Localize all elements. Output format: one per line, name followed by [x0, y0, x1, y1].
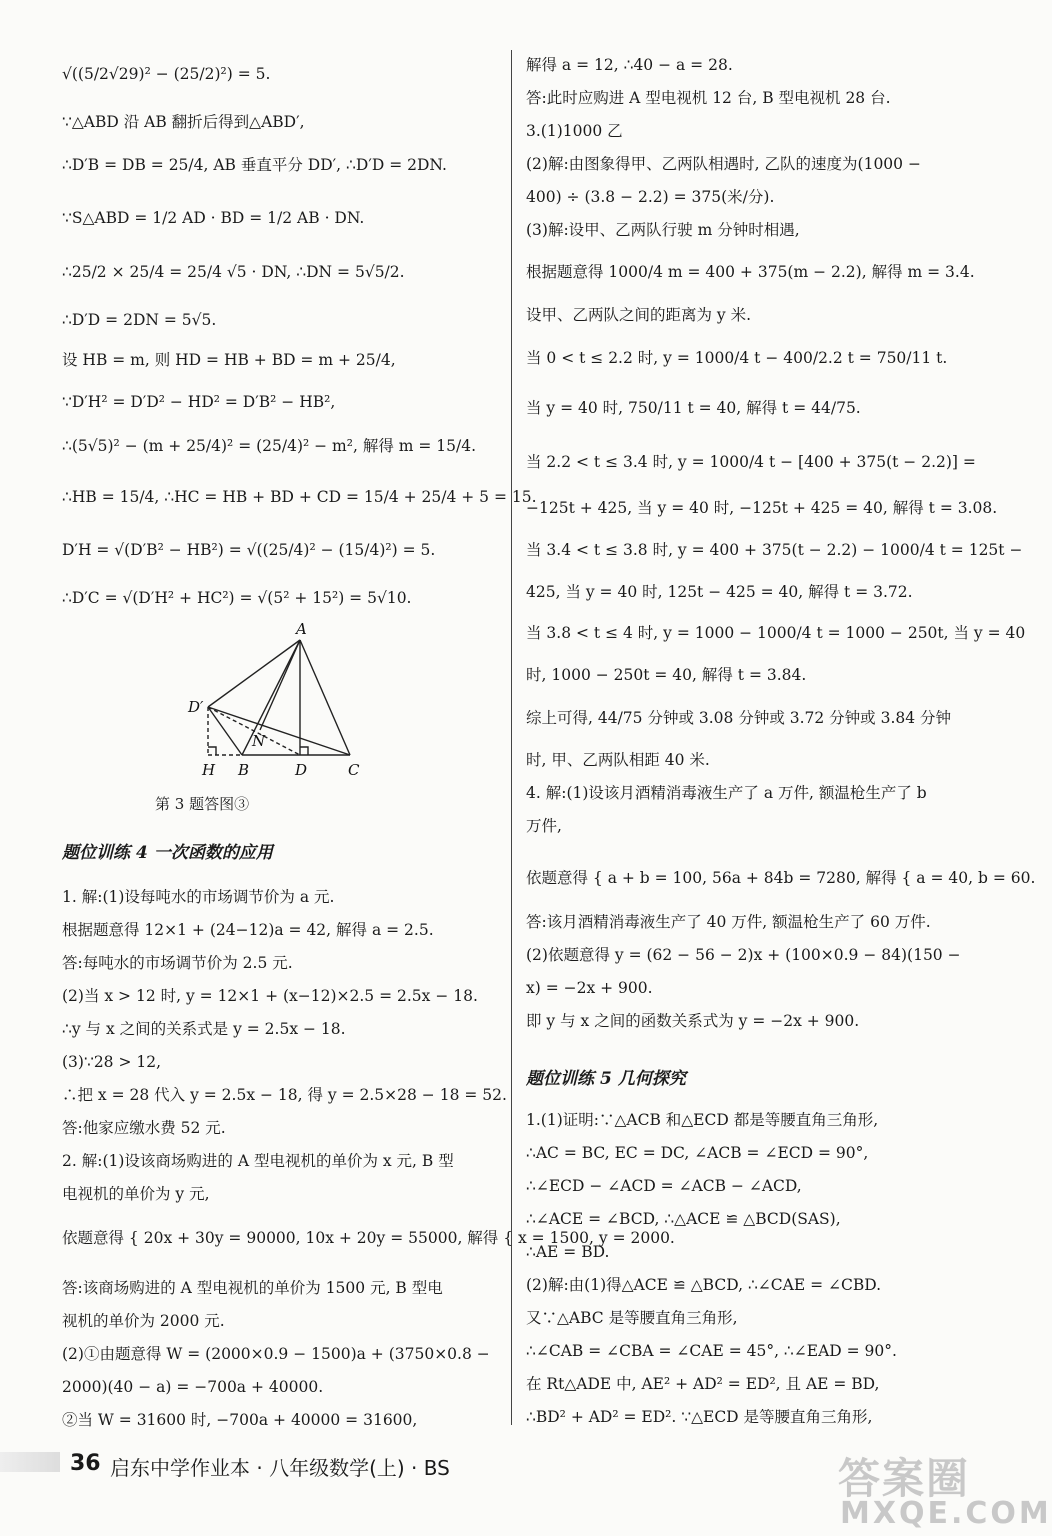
left_lines-line: ∵△ABD 沿 AB 翻折后得到△ABD′, — [62, 113, 305, 131]
footer-title: 启东中学作业本 · 八年级数学(上) · BS — [110, 1456, 450, 1480]
left_lines2-line: (2)①由题意得 W = (2000×0.9 − 1500)a + (3750×0.8 − — [62, 1345, 490, 1363]
right_lines-line: 时, 1000 − 250t = 40, 解得 t = 3.84. — [526, 666, 807, 684]
right_lines2-line: ∴AC = BC, EC = DC, ∠ACB = ∠ECD = 90°, — [526, 1144, 869, 1162]
left_lines2-line: 1. 解:(1)设每吨水的市场调节价为 a 元. — [62, 888, 335, 906]
left_lines-line: ∵D′H² = D′D² − HD² = D′B² − HB², — [62, 393, 336, 411]
section-number: 4 — [136, 843, 148, 863]
right_lines2-line: 1.(1)证明:∵△ACB 和△ECD 都是等腰直角三角形, — [526, 1111, 879, 1129]
right_lines-line: 依题意得 { a + b = 100, 56a + 84b = 7280, 解得 { a = 40, b = 60. — [526, 869, 1036, 887]
left_lines-line: ∴25/2 × 25/4 = 25/4 √5 · DN, ∴DN = 5√5/2. — [62, 263, 405, 281]
left_lines2-line: ②当 W = 31600 时, −700a + 40000 = 31600, — [62, 1411, 418, 1429]
right_lines-line: 答:此时应购进 A 型电视机 12 台, B 型电视机 28 台. — [526, 89, 891, 107]
right_lines-line: −125t + 425, 当 y = 40 时, −125t + 425 = 40, 解得 t = 3.08. — [526, 499, 998, 517]
section-label: 题位训练 — [62, 843, 130, 863]
left_lines2-line: ∴y 与 x 之间的关系式是 y = 2.5x − 18. — [62, 1020, 346, 1038]
right_lines-line: x) = −2x + 900. — [526, 979, 653, 997]
right_lines-line: 当 3.4 < t ≤ 3.8 时, y = 400 + 375(t − 2.2) − 1000/4 t = 125t − — [526, 541, 1023, 559]
right_lines-line: 综上可得, 44/75 分钟或 3.08 分钟或 3.72 分钟或 3.84 分钟 — [526, 709, 952, 727]
right_lines-line: 万件, — [526, 817, 562, 835]
right_lines-line: (2)解:由图象得甲、乙两队相遇时, 乙队的速度为(1000 − — [526, 155, 921, 173]
right-angle-D — [300, 747, 308, 755]
left_lines-line: ∴D′D = 2DN = 5√5. — [62, 311, 217, 329]
watermark-url: MXQE.COM — [840, 1496, 1052, 1531]
left_lines2-line: 答:该商场购进的 A 型电视机的单价为 1500 元, B 型电 — [62, 1279, 443, 1297]
page-number: 36 — [70, 1451, 101, 1476]
label-C: C — [348, 761, 360, 779]
figure-caption: 第 3 题答图③ — [155, 795, 250, 813]
right_lines-line: 时, 甲、乙两队相距 40 米. — [526, 751, 710, 769]
right_lines-line: 当 0 < t ≤ 2.2 时, y = 1000/4 t − 400/2.2 t = 750/11 t. — [526, 349, 948, 367]
right_lines2-line: ∴AE = BD. — [526, 1243, 610, 1261]
left_lines2-line: 答:每吨水的市场调节价为 2.5 元. — [62, 954, 293, 972]
left_lines2-line: 电视机的单价为 y 元, — [62, 1185, 210, 1203]
section-title: 几何探究 — [617, 1069, 686, 1089]
label-H: H — [202, 761, 216, 779]
section-title: 一次函数的应用 — [153, 843, 273, 863]
right-angle-H — [208, 747, 216, 755]
segment-AB — [242, 640, 300, 755]
left_lines-line: ∴(5√5)² − (m + 25/4)² = (25/4)² − m², 解得 m = 15/4. — [62, 437, 477, 455]
right_lines2-line: ∴∠ACE = ∠BCD, ∴△ACE ≌ △BCD(SAS), — [526, 1210, 841, 1228]
right_lines-line: 425, 当 y = 40 时, 125t − 425 = 40, 解得 t = 3.72. — [526, 583, 913, 601]
label-N: N — [252, 732, 266, 750]
right_lines-line: 即 y 与 x 之间的函数关系式为 y = −2x + 900. — [526, 1012, 860, 1030]
section-number: 5 — [600, 1069, 612, 1089]
right_lines2-line: (2)解:由(1)得△ACE ≌ △BCD, ∴∠CAE = ∠CBD. — [526, 1276, 882, 1294]
right_lines-line: (3)解:设甲、乙两队行驶 m 分钟时相遇, — [526, 221, 800, 239]
right_lines-line: 当 2.2 < t ≤ 3.4 时, y = 1000/4 t − [400 + 375(t − 2.2)] = — [526, 453, 976, 471]
segment-AD-prime — [208, 640, 300, 707]
segment-D-prime-B — [208, 707, 242, 755]
left_lines2-line: 依题意得 { 20x + 30y = 90000, 10x + 20y = 55000, 解得 { x = 1500, y = 2000. — [62, 1229, 675, 1247]
watermark-logo: 答案圈 — [838, 1454, 971, 1503]
footer-bar — [0, 1452, 60, 1472]
left_lines-line: ∴HB = 15/4, ∴HC = HB + BD + CD = 15/4 + 25/4 + 5 = 15. — [62, 488, 537, 506]
right_lines-line: 答:该月酒精消毒液生产了 40 万件, 额温枪生产了 60 万件. — [526, 913, 931, 931]
left_lines-line: 设 HB = m, 则 HD = HB + BD = m + 25/4, — [62, 351, 396, 369]
right_lines-line: 4. 解:(1)设该月酒精消毒液生产了 a 万件, 额温枪生产了 b — [526, 784, 927, 802]
left_lines2-line: ∴把 x = 28 代入 y = 2.5x − 18, 得 y = 2.5×28 − 18 = 52. — [62, 1086, 507, 1104]
left_lines2-line: 答:他家应缴水费 52 元. — [62, 1119, 226, 1137]
section-heading-4 — [62, 838, 273, 863]
left_lines-line: D′H = √(D′B² − HB²) = √((25/4)² − (15/4)²) = 5. — [62, 541, 436, 559]
left_lines2-line: (2)当 x > 12 时, y = 12×1 + (x−12)×2.5 = 2.5x − 18. — [62, 987, 478, 1005]
label-D: D — [295, 761, 308, 779]
left_lines2-line: (3)∵28 > 12, — [62, 1053, 162, 1071]
label-D-prime: D′ — [188, 698, 204, 716]
left_lines-line: ∵S△ABD = 1/2 AD · BD = 1/2 AB · DN. — [62, 209, 365, 227]
label-A: A — [296, 620, 307, 638]
right_lines-line: 根据题意得 1000/4 m = 400 + 375(m − 2.2), 解得 m = 3.4. — [526, 263, 975, 281]
section-heading-5 — [526, 1064, 686, 1089]
left_lines-line: ∴D′B = DB = 25/4, AB 垂直平分 DD′, ∴D′D = 2DN. — [62, 156, 447, 174]
right_lines2-line: 又∵△ABC 是等腰直角三角形, — [526, 1309, 738, 1327]
right_lines2-line: ∴BD² + AD² = ED². ∵△ECD 是等腰直角三角形, — [526, 1408, 873, 1426]
right_lines2-line: ∴∠ECD − ∠ACD = ∠ACB − ∠ACD, — [526, 1177, 802, 1195]
right_lines-line: 3.(1)1000 乙 — [526, 122, 623, 140]
left_lines-line: √((5/2√29)² − (25/2)²) = 5. — [62, 65, 271, 83]
right_lines2-line: 在 Rt△ADE 中, AE² + AD² = ED², 且 AE = BD, — [526, 1375, 880, 1393]
right_lines2-line: ∴∠CAB = ∠CBA = ∠CAE = 45°, ∴∠EAD = 90°. — [526, 1342, 897, 1360]
right_lines-line: (2)依题意得 y = (62 − 56 − 2)x + (100×0.9 − 84)(150 − — [526, 946, 961, 964]
geometry-figure — [140, 620, 380, 795]
left_lines2-line: 视机的单价为 2000 元. — [62, 1312, 225, 1330]
segment-AN — [260, 640, 300, 730]
left_lines2-line: 2000)(40 − a) = −700a + 40000. — [62, 1378, 324, 1396]
right_lines-line: 设甲、乙两队之间的距离为 y 米. — [526, 306, 752, 324]
right_lines-line: 当 y = 40 时, 750/11 t = 40, 解得 t = 44/75. — [526, 399, 861, 417]
left_lines2-line: 根据题意得 12×1 + (24−12)a = 42, 解得 a = 2.5. — [62, 921, 434, 939]
section-label: 题位训练 — [526, 1069, 594, 1089]
right_lines-line: 解得 a = 12, ∴40 − a = 28. — [526, 56, 733, 74]
segment-D-prime-C — [208, 707, 350, 755]
left_lines-line: ∴D′C = √(D′H² + HC²) = √(5² + 15²) = 5√10. — [62, 589, 412, 607]
right_lines-line: 400) ÷ (3.8 − 2.2) = 375(米/分). — [526, 188, 775, 206]
left_lines2-line: 2. 解:(1)设该商场购进的 A 型电视机的单价为 x 元, B 型 — [62, 1152, 454, 1170]
label-B: B — [238, 761, 250, 779]
right_lines-line: 当 3.8 < t ≤ 4 时, y = 1000 − 1000/4 t = 1000 − 250t, 当 y = 40 — [526, 624, 1026, 642]
column-divider — [511, 50, 512, 1425]
segment-AC — [300, 640, 350, 755]
